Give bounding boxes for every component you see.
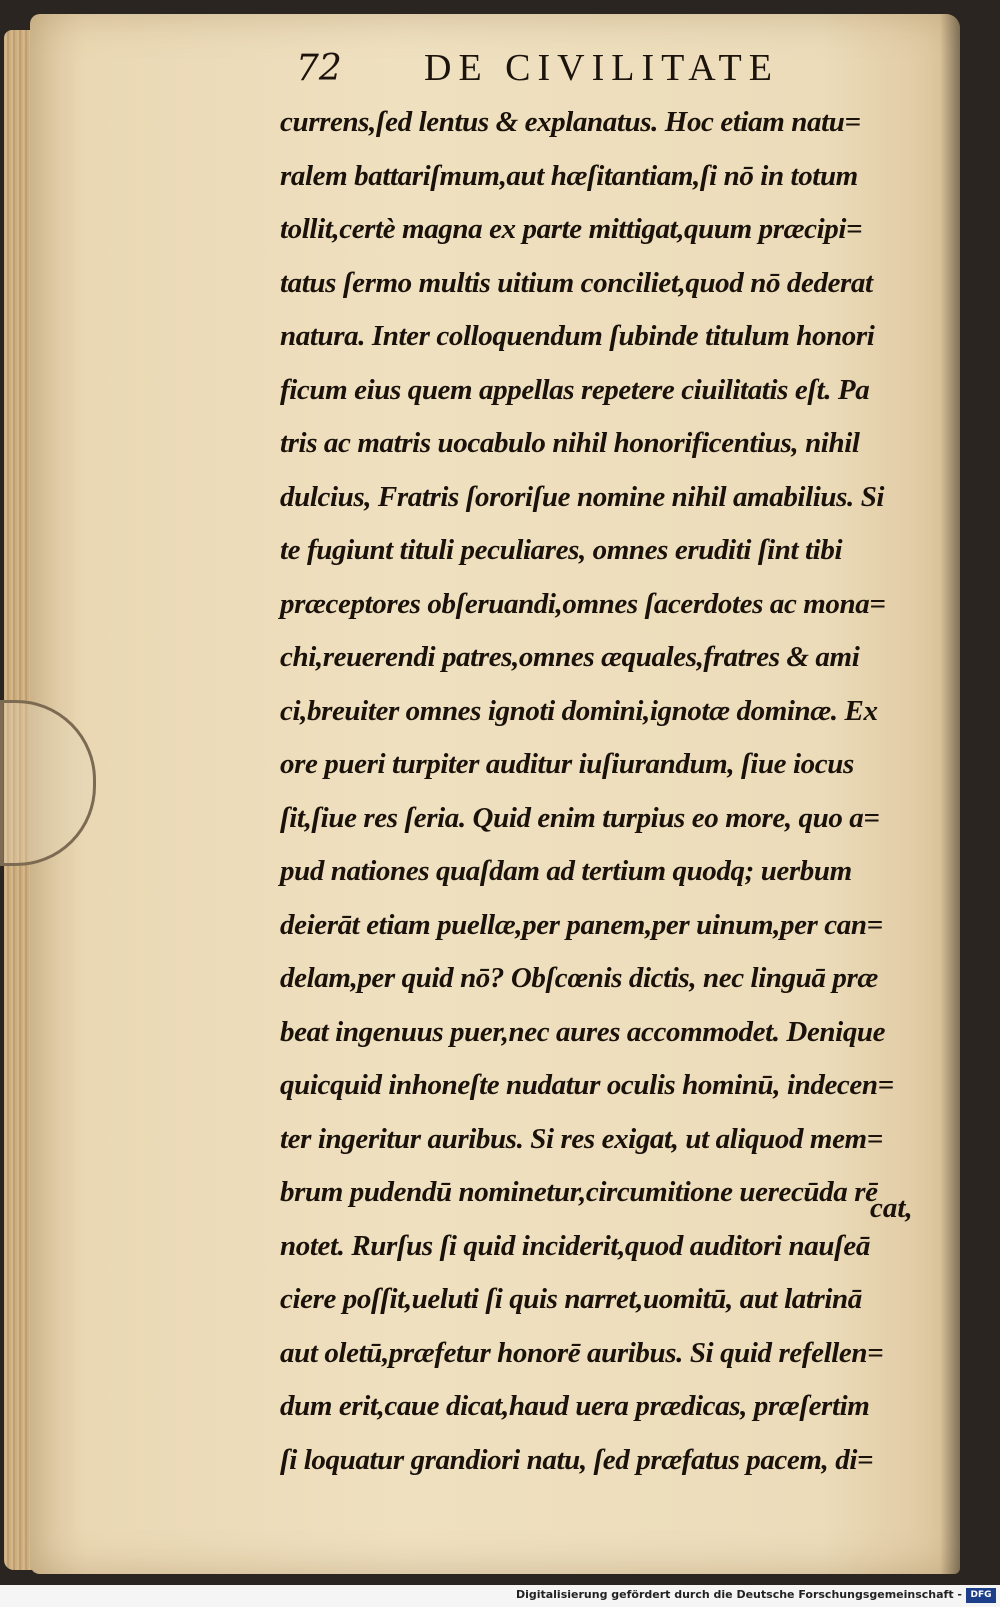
text-line: te fugiunt tituli peculiares, omnes eruditi ſint tibi xyxy=(280,534,843,566)
text-line: delam,per quid nō? Obſcœnis dictis, nec linguā præ xyxy=(280,962,878,994)
text-line: tollit,certè magna ex parte mittigat,quum præcipi= xyxy=(280,213,863,245)
dfg-logo: DFG xyxy=(966,1588,996,1603)
text-line: ralem battariſmum,aut hæſitantiam,ſi nō in totum xyxy=(280,159,858,192)
text-line: pud nationes quaſdam ad tertium quodq; uerbum xyxy=(280,855,852,887)
text-line: beat ingenuus puer,nec aures accommodet. Denique xyxy=(280,1015,886,1048)
text-line: ci,breuiter omnes ignoti domini,ignotæ dominæ. Ex xyxy=(280,694,878,727)
text-line: aut oletū,præfetur honorē auribus. Si quid refellen= xyxy=(280,1336,884,1369)
footer-bar xyxy=(0,1585,1000,1607)
gutter-shadow xyxy=(940,0,1000,1585)
text-line: tatus ſermo multis uitium conciliet,quod nō dederat xyxy=(280,266,873,299)
text-line: dum erit,caue dicat,haud uera prædicas, præſertim xyxy=(280,1390,870,1422)
text-line: ficum eius quem appellas repetere ciuilitatis eſt. Pa xyxy=(280,373,870,406)
text-line: dulcius, Fratris ſororiſue nomine nihil amabilius. Si xyxy=(280,480,885,513)
text-line: tris ac matris uocabulo nihil honorificentius, nihil xyxy=(280,427,860,459)
text-line: notet. Rurſus ſi quid inciderit,quod auditori nauſeā xyxy=(280,1229,870,1262)
text-line: deierāt etiam puellæ,per panem,per uinum,per can= xyxy=(280,908,883,941)
page-header xyxy=(296,46,816,96)
text-line: chi,reuerendi patres,omnes æquales,fratres & ami xyxy=(280,641,860,673)
page-number: 72 xyxy=(296,48,342,89)
text-line: ſi loquatur grandiori natu, ſed præfatus pacem, di= xyxy=(280,1443,874,1476)
text-line: ciere poſſit,ueluti ſi quis narret,uomitū, aut latrinā xyxy=(280,1283,862,1315)
footer-credit: Digitalisierung gefördert durch die Deutsche Forschungsgemeinschaft - xyxy=(515,1588,962,1601)
text-line: ore pueri turpiter auditur iuſiurandum, ſiue iocus xyxy=(280,748,854,780)
text-line: quicquid inhoneſte nudatur oculis hominū, indecen= xyxy=(280,1069,894,1101)
body-text xyxy=(280,96,940,1487)
running-head: DE CIVILITATE xyxy=(424,47,779,89)
text-line: ter ingeritur auribus. Si res exigat, ut aliquod mem= xyxy=(280,1122,883,1155)
text-line: ſit,ſiue res ſeria. Quid enim turpius eo more, quo a= xyxy=(280,801,880,834)
text-line: brum pudendū nominetur,circumitione uerecūda rē xyxy=(280,1176,878,1208)
catchword: cat, xyxy=(870,1192,913,1224)
text-line: currens,ſed lentus & explanatus. Hoc etiam natu= xyxy=(280,106,861,138)
text-line: præceptores obſeruandi,omnes ſacerdotes ac mona= xyxy=(280,587,886,620)
text-line: natura. Inter colloquendum ſubinde titulum honori xyxy=(280,320,875,352)
